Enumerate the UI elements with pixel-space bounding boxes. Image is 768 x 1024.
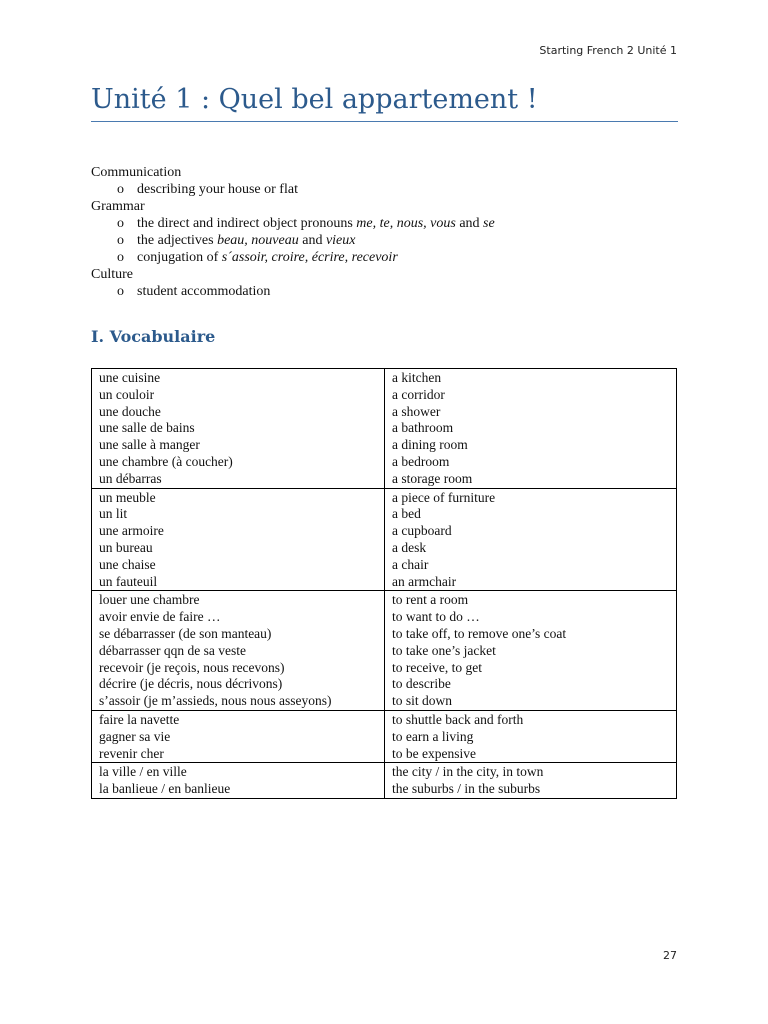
english-translation: to be expensive [392, 745, 476, 761]
english-translation: a piece of furniture [392, 489, 496, 505]
french-term: un fauteuil [99, 573, 158, 589]
french-term: une cuisine [99, 370, 161, 385]
french-term: une douche [99, 403, 161, 419]
objective-text: the adjectives [137, 233, 218, 248]
grammar-heading: Grammar [91, 199, 145, 214]
vocabulary-group-row [92, 488, 677, 591]
english-translation: a bedroom [392, 453, 450, 469]
section-heading: I. Vocabulaire [91, 327, 216, 346]
culture-item [91, 283, 678, 300]
grammar-item [91, 232, 678, 249]
vocabulary-group-row [92, 369, 677, 489]
french-term: un meuble [99, 489, 156, 505]
french-term: une armoire [99, 523, 164, 539]
english-translation: to rent a room [392, 592, 469, 608]
french-term: la ville / en ville [99, 764, 187, 780]
english-translation: a desk [392, 539, 427, 555]
english-cell [385, 710, 677, 762]
french-term: un bureau [99, 539, 153, 555]
french-term: la banlieue / en banlieue [99, 781, 231, 797]
bullet: o [117, 182, 124, 197]
english-translation: to describe [392, 676, 451, 692]
french-cell [92, 591, 385, 711]
bullet: o [117, 216, 124, 231]
french-term: faire la navette [99, 711, 180, 727]
english-translation: a bathroom [392, 420, 454, 436]
english-cell [385, 591, 677, 711]
vocabulary-group-row [92, 591, 677, 711]
english-translation: to take off, to remove one’s coat [392, 625, 567, 641]
english-translation: the city / in the city, in town [392, 764, 544, 780]
french-term: débarrasser qqn de sa veste [99, 642, 246, 658]
communication-item [91, 181, 678, 198]
english-translation: a cupboard [392, 523, 452, 539]
objective-text: describing your house or flat [137, 182, 298, 197]
french-cell [92, 369, 385, 489]
unit-objectives [91, 164, 678, 300]
objective-text: the direct and indirect object pronouns [137, 216, 357, 231]
english-translation: to take one’s jacket [392, 642, 496, 658]
objective-emphasis: me, te, nous, vous [356, 216, 456, 231]
english-cell [385, 763, 677, 799]
english-translation: to sit down [392, 693, 453, 709]
bullet: o [117, 284, 124, 299]
french-term: une chambre (à coucher) [99, 453, 233, 469]
objective-text: and [298, 233, 326, 248]
objective-emphasis: vieux [325, 233, 356, 248]
grammar-item [91, 215, 678, 232]
vocabulary-group-row [92, 710, 677, 762]
english-translation: to earn a living [392, 728, 474, 744]
objective-emphasis: se [483, 216, 495, 231]
english-translation: to receive, to get [392, 659, 482, 675]
english-translation: to shuttle back and forth [392, 711, 524, 727]
page-title: Unité 1 : Quel bel appartement ! [91, 84, 678, 122]
english-translation: a dining room [392, 437, 468, 453]
french-term: un couloir [99, 386, 155, 402]
english-cell [385, 369, 677, 489]
objective-emphasis: beau, nouveau [217, 233, 299, 248]
french-term: un débarras [99, 470, 162, 486]
objective-text: and [455, 216, 484, 231]
french-cell [92, 710, 385, 762]
french-term: recevoir (je reçois, nous recevons) [99, 659, 285, 675]
french-term: un lit [99, 506, 128, 522]
communication-heading: Communication [91, 165, 182, 180]
english-translation: a chair [392, 556, 429, 572]
french-term: une salle de bains [99, 420, 195, 436]
french-term: s’assoir (je m’assieds, nous nous asseyons) [99, 693, 332, 709]
running-header: Starting French 2 Unité 1 [539, 44, 677, 57]
bullet: o [117, 250, 124, 265]
english-translation: a kitchen [392, 370, 442, 385]
objective-text: student accommodation [137, 284, 271, 299]
culture-heading: Culture [91, 267, 133, 282]
french-term: décrire (je décris, nous décrivons) [99, 676, 283, 692]
english-translation: a bed [392, 506, 421, 522]
vocabulary-table [91, 368, 677, 799]
english-translation: a shower [392, 403, 441, 419]
english-translation: a corridor [392, 386, 445, 402]
vocabulary-table-body [92, 369, 677, 799]
grammar-item [91, 249, 678, 266]
objective-emphasis: s´assoir, croire, écrire, recevoir [221, 250, 398, 265]
french-term: gagner sa vie [99, 728, 171, 744]
bullet: o [117, 233, 124, 248]
french-term: une salle à manger [99, 437, 200, 453]
french-term: une chaise [99, 556, 156, 572]
french-cell [92, 763, 385, 799]
french-term: avoir envie de faire … [99, 609, 221, 625]
english-translation: the suburbs / in the suburbs [392, 781, 541, 797]
french-term: louer une chambre [99, 592, 200, 608]
vocabulary-group-row [92, 763, 677, 799]
french-cell [92, 488, 385, 591]
english-translation: an armchair [392, 573, 457, 589]
french-term: revenir cher [99, 745, 164, 761]
english-cell [385, 488, 677, 591]
objective-text: conjugation of [137, 250, 222, 265]
english-translation: a storage room [392, 470, 473, 486]
page-number: 27 [663, 949, 677, 962]
english-translation: to want to do … [392, 609, 480, 625]
french-term: se débarrasser (de son manteau) [99, 625, 272, 641]
